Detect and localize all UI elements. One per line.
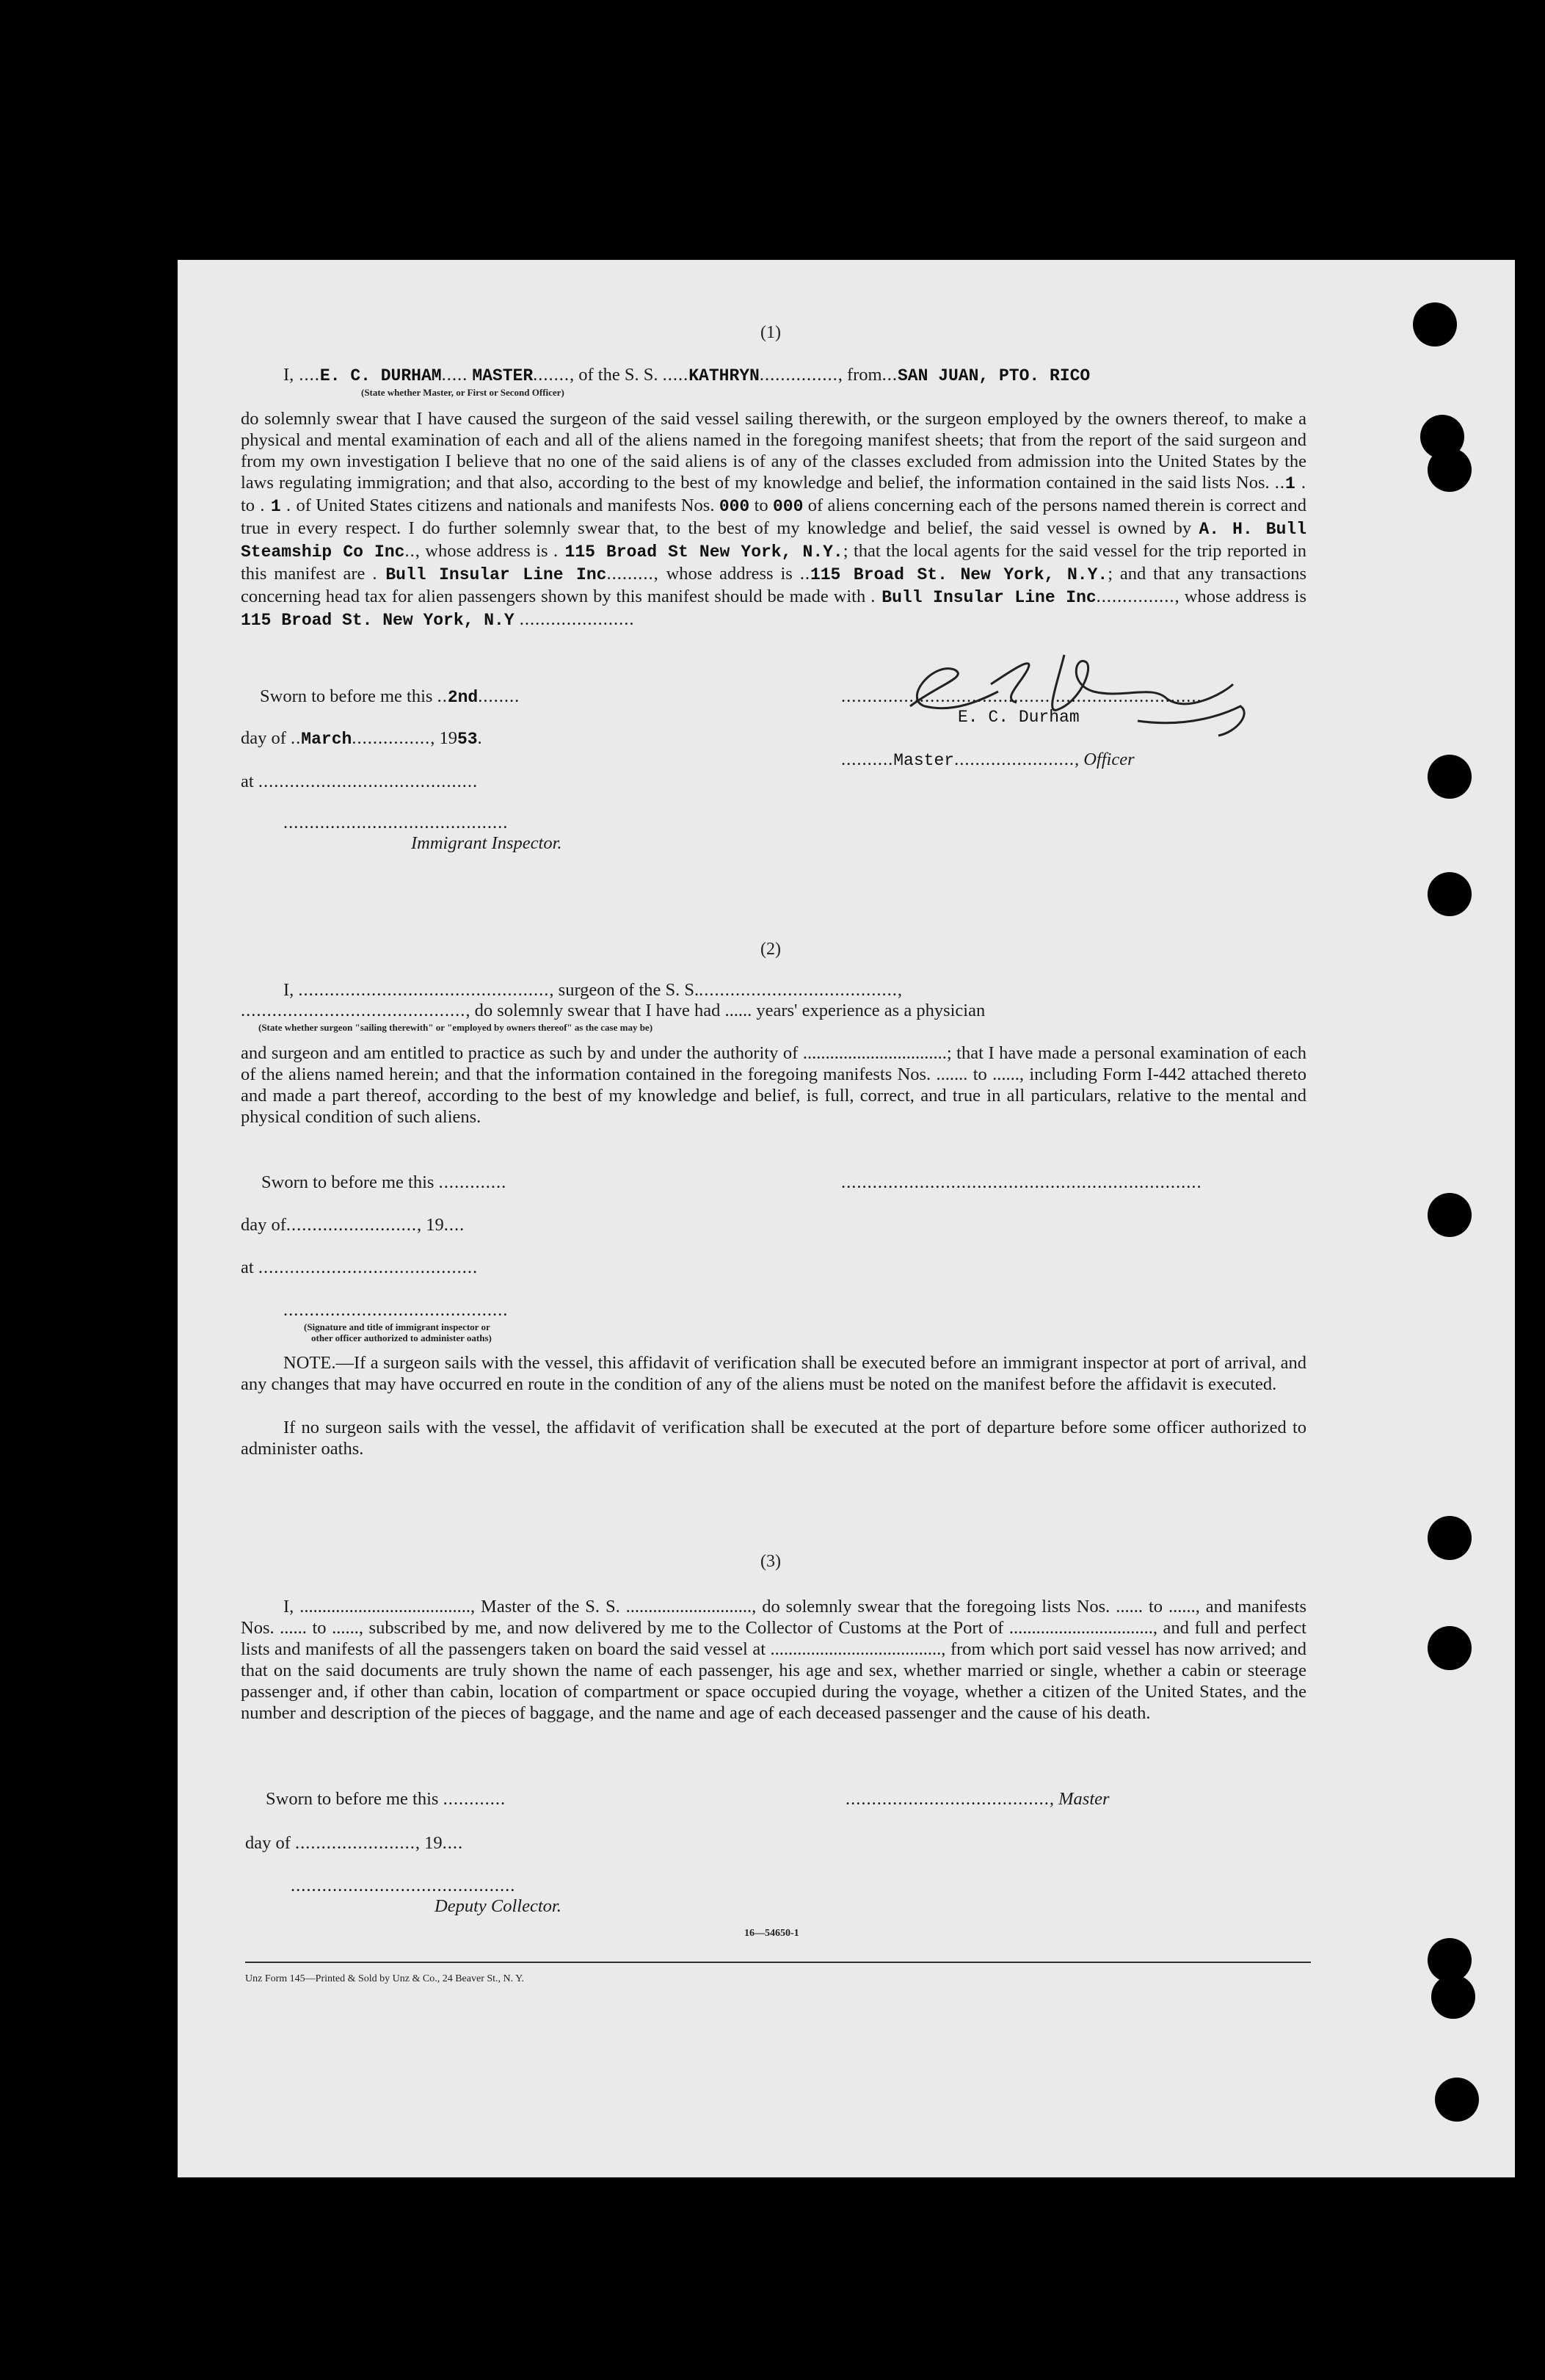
sec2-line2: ..........................................., do solemnly swear that I have had ...... years' experience as a physician [241, 1001, 986, 1020]
punch-hole [1413, 302, 1457, 347]
sec2-inspector-sign-line: ........................................... [283, 1300, 509, 1320]
sec3-day-line: day of ......................., 19.... [245, 1833, 464, 1853]
footer-rule [245, 1962, 1311, 1963]
punch-hole [1431, 1975, 1475, 2019]
master-title: MASTER [472, 366, 534, 385]
signer-title: Master [893, 751, 955, 770]
sec1-at-line: at .......................................... [241, 772, 479, 791]
punch-hole [1428, 1516, 1472, 1560]
sec3-sworn-line: Sworn to before me this ............ [266, 1789, 506, 1809]
sec2-note-1: NOTE.—If a surgeon sails with the vessel, this affidavit of verification shall be executed before an immigrant inspector at port of arrival, and any changes that may have occurred en route in the condition of any of the aliens must be noted on the manifest before the affidavit is executed. [241, 1353, 1306, 1394]
sec1-day-line: day of ..March..............., 1953. [241, 728, 482, 749]
note-label: NOTE. [283, 1353, 336, 1373]
form-code: 16—54650-1 [744, 1928, 799, 1939]
sworn-month: March [301, 730, 352, 749]
headtax-address: 115 Broad St. New York, N.Y [241, 611, 515, 630]
sec2-sworn-line: Sworn to before me this ............. [261, 1172, 507, 1192]
sec2-state-note: (State whether surgeon "sailing therewith" or "employed by owners thereof" as the case may be) [258, 1022, 653, 1033]
local-agent: Bull Insular Line Inc [385, 565, 607, 584]
sec3-collector-sign-line: ........................................... [291, 1876, 516, 1895]
ship-name: KATHRYN [688, 366, 760, 385]
sec1-master-sign-line: ..................................................................... [841, 686, 1202, 706]
manifests-from: 000 [719, 497, 750, 516]
sec2-day-line: day of........................., 19.... [241, 1215, 465, 1235]
sec3-body: I, ......................................, Master of the S. S. ............................, do solemnly swear that the foregoing lists Nos. ...... to ......, and manifests Nos. ...... to ......, subscribed by me, and now delivered by me to the Collector of Customs at the Port of ................................, and full and perfect lists and manifests of all the passengers taken on board the said vessel at ......................................, from which port said vessel has now arrived; and that on the said documents are truly shown the name of each passenger, his age and sex, whether married or single, whether a cabin or steerage passenger and, if other than cabin, location of compartment or space occupied during the voyage, whether a citizen of the United States, and the number and description of the pieces of baggage, and the name and age of each deceased passenger and the cause of his death. [241, 1597, 1306, 1723]
printer-footer: Unz Form 145—Printed & Sold by Unz & Co., 24 Beaver St., N. Y. [245, 1973, 524, 1984]
sec1-inspector-sign-line: ........................................... [283, 813, 509, 832]
sec1-sworn-line: Sworn to before me this ..2nd........ [260, 686, 520, 707]
sworn-day: 2nd [447, 688, 479, 707]
sec2-note-2: If no surgeon sails with the vessel, the affidavit of verification shall be executed at the port of departure before some officer authorized to administer oaths. [241, 1418, 1306, 1459]
master-name: E. C. DURHAM [319, 366, 442, 385]
headtax-agent: Bull Insular Line Inc [881, 588, 1097, 607]
punch-hole [1428, 448, 1472, 492]
sec2-sign-line: ..................................................................... [841, 1172, 1202, 1192]
sec2-sig-note-1: (Signature and title of immigrant inspector or [304, 1321, 490, 1332]
sec1-state-note: (State whether Master, or First or Second Officer) [361, 387, 564, 398]
sworn-year: 53 [457, 730, 478, 749]
sec2-line1: I, ................................................, surgeon of the S. S......................................., [283, 980, 904, 1000]
departure-port: SAN JUAN, PTO. RICO [897, 366, 1091, 385]
sec3-master-line: ......................................., Master [846, 1789, 1110, 1809]
sec1-body: do solemnly swear that I have caused the surgeon of the said vessel sailing therewith, or the surgeon employed by the owners thereof, to make a physical and mental examination of each and all of the aliens named in the foregoing manifest sheets; that from the report of the said surgeon and from my own investigation I believe that no one of the said aliens is of any of the classes excluded from admission into the United States by the laws regulating immigration; and that also, according to the best of my knowledge and belief, the information contained in the said lists Nos. ..1 . to . 1 . of United States citizens and nationals and manifests Nos. 000 to 000 of aliens concerning each of the persons named therein is correct and true in every respect. I do further solemnly swear that, to the best of my knowledge and belief, the said vessel is owned by A. H. Bull Steamship Co Inc.., whose address is . 115 Broad St New York, N.Y.; that the local agents for the said vessel for the trip reported in this manifest are . Bull Insular Line Inc........., whose address is ..115 Broad St. New York, N.Y.; and that any transactions concerning head tax for alien passengers shown by this manifest should be made with . Bull Insular Line Inc..............., whose address is 115 Broad St. New York, N.Y ...................... [241, 409, 1307, 630]
lists-from: 1 [1285, 474, 1295, 493]
punch-hole [1428, 1626, 1472, 1670]
sec2-at-line: at .......................................... [241, 1258, 479, 1277]
punch-hole [1435, 2078, 1479, 2122]
section-1-number: (1) [760, 323, 781, 342]
section-2-number: (2) [760, 940, 781, 959]
sec1-inspector-label: Immigrant Inspector. [411, 833, 562, 853]
section-3-number: (3) [760, 1552, 781, 1571]
signer-name: E. C. Durham [958, 708, 1080, 727]
sec1-officer-line: ..........Master......................., Officer [841, 750, 1135, 770]
vessel-owner: A. H. Bull Steamship Co Inc [241, 520, 1306, 562]
punch-hole [1428, 1193, 1472, 1237]
punch-hole [1428, 872, 1472, 916]
sec2-body: and surgeon and am entitled to practice as such by and under the authority of ................................; that I have made a personal examination of each of the aliens named herein; and that the information contained in the foregoing manifests Nos. ....... to ......, including Form I-442 attached thereto and made a part thereof, according to the best of my knowledge and belief, is full, correct, and true in all particulars, relative to the mental and physical condition of such aliens. [241, 1043, 1306, 1127]
agent-address: 115 Broad St. New York, N.Y. [810, 565, 1108, 584]
sec3-collector-label: Deputy Collector. [435, 1896, 561, 1916]
sec2-sig-note-2: other officer authorized to administer oaths) [311, 1332, 492, 1343]
lists-to: 1 [270, 497, 281, 516]
manifests-to: 000 [772, 497, 804, 516]
owner-address: 115 Broad St New York, N.Y. [564, 543, 843, 562]
sec1-line1: I, ....E. C. DURHAM..... MASTER......., of the S. S. .....KATHRYN..............., from...SAN JUAN, PTO. RICO [283, 365, 1091, 385]
punch-hole [1428, 755, 1472, 799]
